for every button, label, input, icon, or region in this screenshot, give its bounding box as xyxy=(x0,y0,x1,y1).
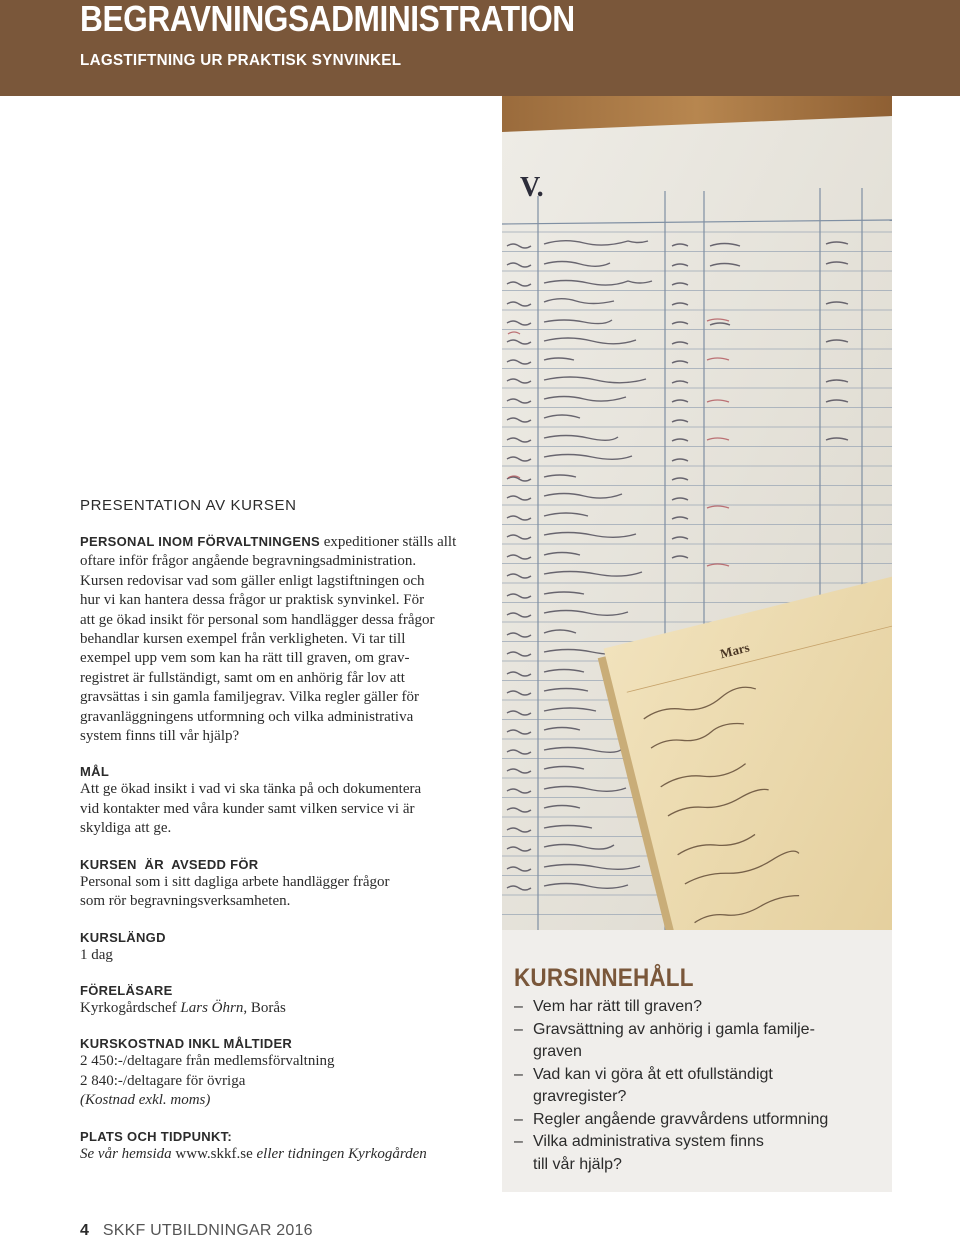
book-page-heading: Mars xyxy=(718,639,751,662)
register-photo xyxy=(502,96,892,930)
page-number: 4 xyxy=(80,1222,89,1239)
lecturer-section xyxy=(80,983,480,1018)
page-footer xyxy=(80,1222,313,1240)
cost-other: 2 840:-/deltagare för övriga xyxy=(80,1072,246,1089)
lecturer-label: FÖRELÄSARE xyxy=(80,982,173,998)
list-item: – Gravsättning av anhörig i gamla familje- graven xyxy=(514,1020,815,1060)
presentation-text: PERSONAL INOM FÖRVALTNINGENS expeditioner ställs allt oftare inför frågor angående begravningsadministration. Kursen redovisar vad som gäller enligt lagstiftningen och hur vi kan hantera dessa frågor ur praktisk synvinkel. För att ge ökad insikt för personal som handlägger dessa frågor behandlar kursen exempel från verkligheten. Vi tar till exempel upp vem som kan ha rätt till graven, om grav- registret är fullständigt, samt om en anhörig får lov att gravsättas i sin gamla familjegrav. Vilka regler gäller för gravanläggningens utformning och vilka administrativa system finns till vår hjälp? xyxy=(80,534,457,745)
place-section xyxy=(80,1129,480,1164)
cost-section xyxy=(80,1036,480,1110)
cost-note: (Kostnad exkl. moms) xyxy=(80,1092,211,1109)
course-content-title: KURSINNEHÅLL xyxy=(514,964,694,992)
length-value: 1 dag xyxy=(80,946,113,963)
length-section xyxy=(80,930,480,965)
audience-text: Personal som i sitt dagliga arbete handlägger frågor som rör begravningsverksamheten. xyxy=(80,873,390,910)
audience-section xyxy=(80,857,480,912)
lecturer-text: Kyrkogårdschef Lars Öhrn, Borås xyxy=(80,999,286,1016)
place-text: Se vår hemsida www.skkf.se eller tidningen Kyrkogården xyxy=(80,1145,427,1162)
goal-label: MÅL xyxy=(80,764,110,780)
goal-section xyxy=(80,764,480,838)
header-band xyxy=(0,0,960,96)
list-item: – Vem har rätt till graven? xyxy=(514,998,702,1015)
list-item: – Vilka administrativa system finns till vår hjälp? xyxy=(514,1133,764,1173)
length-label: KURSLÄNGD xyxy=(80,929,166,945)
register-letter: V. xyxy=(520,172,544,203)
presentation-heading: PRESENTATION AV KURSEN xyxy=(80,497,297,514)
presentation-lead: PERSONAL INOM FÖRVALTNINGENS xyxy=(80,534,321,549)
list-item: – Vad kan vi göra åt ett ofullständigt gravregister? xyxy=(514,1065,773,1105)
goal-text: Att ge ökad insikt i vad vi ska tänka på och dokumentera vid kontakter med våra kunder samt vilken service vi är skyldiga att ge. xyxy=(80,781,422,837)
list-item: – Regler angående gravvårdens utformning xyxy=(514,1110,829,1128)
course-content-box xyxy=(502,930,892,1192)
course-content-list xyxy=(514,996,884,1176)
lecturer-name: Lars Öhrn xyxy=(180,999,244,1016)
page-title: BEGRAVNINGSADMINISTRATION xyxy=(80,0,575,39)
audience-label: KURSEN ÄR AVSEDD FÖR xyxy=(80,856,259,872)
place-label: PLATS OCH TIDPUNKT: xyxy=(80,1128,233,1144)
footer-text: SKKF UTBILDNINGAR 2016 xyxy=(102,1222,313,1239)
page-subtitle: LAGSTIFTNING UR PRAKTISK SYNVINKEL xyxy=(80,52,402,69)
cost-member: 2 450:-/deltagare från medlemsförvaltning xyxy=(80,1053,335,1070)
cost-text xyxy=(80,1052,480,1110)
course-description xyxy=(80,497,480,1164)
cost-label: KURSKOSTNAD INKL MÅLTIDER xyxy=(80,1036,293,1052)
website-link[interactable]: www.skkf.se xyxy=(175,1145,253,1162)
